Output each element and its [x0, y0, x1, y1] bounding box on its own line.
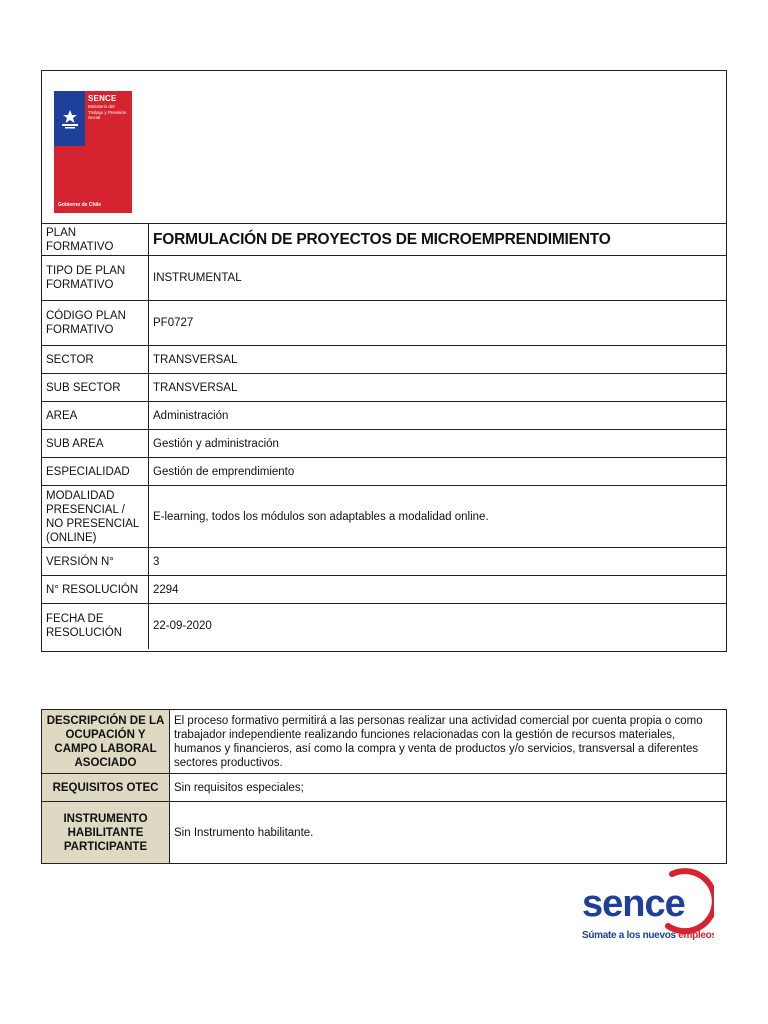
table-row — [42, 402, 726, 430]
table-row — [42, 486, 726, 548]
coat-of-arms-icon — [54, 91, 85, 146]
plan-title: FORMULACIÓN DE PROYECTOS DE MICROEMPRENDIMIENTO — [149, 224, 727, 256]
table-row — [42, 576, 726, 604]
row-value: Gestión y administración — [149, 430, 727, 458]
row-label: MODALIDAD PRESENCIAL / NO PRESENCIAL (ONLINE) — [42, 486, 149, 548]
row-label: TIPO DE PLAN FORMATIVO — [42, 256, 149, 301]
table-row — [42, 224, 726, 256]
table-row — [42, 774, 727, 802]
row-label: AREA — [42, 402, 149, 430]
brand-slogan-emphasis: empleos — [678, 930, 714, 941]
table-row — [42, 802, 727, 864]
row-label: SUB SECTOR — [42, 374, 149, 402]
row-label: PLAN FORMATIVO — [42, 224, 149, 256]
row-value: E-learning, todos los módulos son adaptables a modalidad online. — [149, 486, 727, 548]
row-value: TRANSVERSAL — [149, 374, 727, 402]
row-value: 2294 — [149, 576, 727, 604]
logo-government-text: Gobierno de Chile — [58, 202, 102, 208]
table-row — [42, 458, 726, 486]
row-label: ESPECIALIDAD — [42, 458, 149, 486]
table-row — [42, 374, 726, 402]
table-row — [42, 710, 727, 774]
brand-slogan-prefix: Súmate a los nuevos — [582, 930, 679, 941]
table-row — [42, 604, 726, 649]
plan-info-box — [41, 70, 727, 652]
sence-brand-logo — [580, 856, 714, 944]
logo-sence-text: SENCE — [88, 94, 117, 103]
instrument-header: INSTRUMENTO HABILITANTE PARTICIPANTE — [42, 802, 170, 864]
row-value: Administración — [149, 402, 727, 430]
row-value: 3 — [149, 548, 727, 576]
row-value: PF0727 — [149, 301, 727, 346]
row-label: FECHA DE RESOLUCIÓN — [42, 604, 149, 649]
table-row — [42, 430, 726, 458]
requirements-value: Sin requisitos especiales; — [170, 774, 727, 802]
row-value: 22-09-2020 — [149, 604, 727, 649]
description-value: El proceso formativo permitirá a las personas realizar una actividad comercial por cuenta propia o como trabajador independiente realizando funciones relacionadas con la gestión de recursos materiales, humanos y financieros, así como la compra y venta de productos y/o servicios, transversal a diferentes sectores productivos. — [170, 710, 727, 774]
row-label: SECTOR — [42, 346, 149, 374]
row-label: VERSIÓN N° — [42, 548, 149, 576]
row-value: Gestión de emprendimiento — [149, 458, 727, 486]
requirements-header: REQUISITOS OTEC — [42, 774, 170, 802]
table-row — [42, 256, 726, 301]
table-row — [42, 548, 726, 576]
table-row — [42, 346, 726, 374]
row-value: TRANSVERSAL — [149, 346, 727, 374]
table-row — [42, 301, 726, 346]
row-label: N° RESOLUCIÓN — [42, 576, 149, 604]
sence-swoosh-icon — [580, 856, 714, 944]
logo-ministry-text: Ministerio del Trabajo y Previsión Social — [88, 104, 127, 120]
description-header: DESCRIPCIÓN DE LA OCUPACIÓN Y CAMPO LABORAL ASOCIADO — [42, 710, 170, 774]
plan-table — [42, 223, 726, 649]
brand-wordmark: sence — [582, 883, 685, 925]
row-label: CÓDIGO PLAN FORMATIVO — [42, 301, 149, 346]
row-value: INSTRUMENTAL — [149, 256, 727, 301]
details-table — [41, 709, 727, 864]
instrument-value: Sin Instrumento habilitante. — [170, 802, 727, 864]
sence-gobierno-logo — [54, 91, 132, 213]
row-label: SUB AREA — [42, 430, 149, 458]
brand-slogan — [582, 930, 714, 941]
